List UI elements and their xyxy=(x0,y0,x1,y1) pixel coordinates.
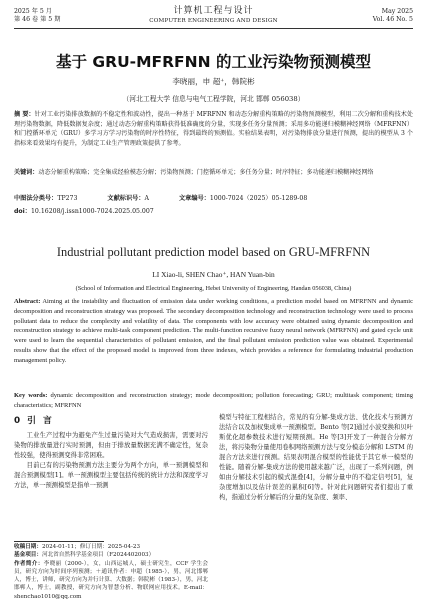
header-date-en: May 2025 xyxy=(381,8,413,15)
header-volume: 第 46 卷 第 5 期 xyxy=(14,16,61,23)
section-heading-intro: 0 引 言 xyxy=(14,416,54,426)
authors-cn: 李晓丽，申 超⁺，韩院彬 xyxy=(172,77,255,86)
abstract-label-en: Abstract: xyxy=(14,298,41,305)
keywords-label-en: Key words: xyxy=(14,392,48,399)
fund-project: 基金项目：河北省自然科学基金项目（F2024402003） xyxy=(14,552,155,559)
affiliation-cn: （河北工程大学 信息与电气工程学院，河北 邯郸 056038） xyxy=(122,95,305,103)
received-date: 收稿日期：2024-01-11；修订日期：2025-04-23 xyxy=(14,544,141,550)
doi-line xyxy=(14,206,154,215)
journal-name-en: COMPUTER ENGINEERING AND DESIGN xyxy=(149,18,278,24)
header-rule xyxy=(14,28,413,29)
body-paragraph: 模型与特征工程相结合，常见的有分解-集成方法、优化技术与预测方法结合以及加权集成单一预测模型。Bento 等[2]通过小波变换和贝叶斯优化超参数技术进行短期预测。He 等[3]开发了一种混合分解方法，将污染物分量使用卷积网络预测方法与变分模态分解和 LSTM 的混合方法来进行预测。结果表明混合模型的性能优于其它单一模型的性能。随着分解-集成方法的使用越来越广泛，出现了一系列问题，例如由分解技术引起的模式混叠[4]，分解分量中的不稳定信号[5]，复杂度增加以及估计误差的累积[6]等。针对此问题研究者们提出了重构，指通过分析分解后的分量的复杂度、频率、 xyxy=(219,414,413,501)
header-year: 2025 年 5 月 xyxy=(14,8,52,15)
abstract-label-cn: 摘 要： xyxy=(14,111,35,118)
body-column-left xyxy=(14,413,208,538)
doi-link[interactable]: 10.16208/j.issn1000-7024.2025.05.007 xyxy=(31,208,154,215)
doc-code-field: 文献标识号：A xyxy=(107,195,149,202)
affiliation-en: (School of Information and Electrical Engineering, Hebei University of Engineering, Handan 056038, China) xyxy=(75,285,352,292)
keywords-text-cn: 动态分解重构策略；完全集成经验模态分解；污染物预测；门控循环单元；多任务分量；时序特征；多功能递归模糊神经网络 xyxy=(38,169,374,176)
abstract-cn xyxy=(14,110,413,168)
body-column-right xyxy=(219,413,413,613)
keywords-label-cn: 关键词： xyxy=(14,169,39,176)
article-title-en: Industrial pollutant prediction model based on GRU-MFRFNN xyxy=(56,245,371,259)
article-id-field: 文章编号：1000-7024（2025）05-1289-08 xyxy=(178,195,308,202)
header-volume-en: Vol. 46 No. 5 xyxy=(372,16,413,23)
keywords-en xyxy=(14,391,413,412)
abstract-en xyxy=(14,297,413,391)
clc-field: 中图法分类号：TP273 xyxy=(14,195,78,202)
article-title-cn: 基于 GRU-MFRFNN 的工业污染物预测模型 xyxy=(56,53,371,71)
journal-name xyxy=(14,6,413,25)
footnote xyxy=(14,543,208,613)
abstract-text-cn: 针对工业污染排放数据的不稳定性和波动性，提出一种基于 MFRFNN 和动态分解重构策略的污染物预测模型，利用二次分解和重构技术处理污染物数据，降低数据复杂度；通过动态分解重构策略获得低准确度的分量，实现多任务分量预测；采用多功能递归模糊神经网络（MFRFNN）和门控循环单元（GRU）多学习方学习污染物的时序性特征，得到最终的预测值。实验结果表明，对污染物排放分量进行预测，提出的模型从 3 个指标来看效果均有提升，为制定工业生产管理政策提供了参考。 xyxy=(14,111,413,148)
keywords-cn xyxy=(14,168,413,188)
journal-name-cn: 计算机工程与设计 xyxy=(173,6,254,16)
doi-label: doi： xyxy=(14,208,31,215)
footnote-rule xyxy=(14,541,104,542)
body-paragraph: 工业生产过程中为避免产生过量污染对大气造成损害，需要对污染物的排放量进行实时预测，但由于排放量数据充满不确定性，复杂性较强，使得预测变得非常困难。 xyxy=(14,432,208,459)
classification-line xyxy=(14,193,335,202)
keywords-text-en: dynamic decomposition and reconstruction strategy; mode decomposition; pollution forecasting; GRU; multitask component; timing characteristics; MFRFNN xyxy=(14,392,413,409)
author-bio: 作者简介：李晓丽（2000-），女，山西运城人，硕士研究生，CCF 学生会员，研究方向为时间序列预测；＋通讯作者：申超（1985-），男，河北邯郸人，博士，讲师，研究方向为并行计算、大数据；韩院彬（1983-），男，河北邯郸人，博士，副教授，研究方向为智慧分析、物联网应用技术。E-mail：shenchao1010@qq.com xyxy=(14,560,208,600)
abstract-text-en: Aiming at the instability and fluctuation of emission data under working conditions, a prediction model based on MFRFNN and dynamic decomposition and reconstruction strategy was proposed. The secondary decomposition technology and reconstruction technology were used to process pollutant data to reduce the complexity and volatility of data. The components with low accuracy were obtained using dynamic decomposition and reconstruction strategy to achieve multi-task component prediction. The multi-function recursive fuzzy neural network (MFRFNN) and gated cycle unit were used to learn the sequential characteristics of pollutant emission, and the final pollutant emission prediction value was obtained. Experimental results show that the effect of the proposed model is improved from three indexes, which provides a reference for formulating industrial production management policy. xyxy=(14,298,413,364)
header-issue-right xyxy=(373,8,413,24)
body-paragraph: 目前已有的污染物预测方法主要分为两个方向，单一预测模型和混合预测模型[1]。单一预测模型主要包括传统的统计方法和深度学习方法，单一预测模型是指单一预测 xyxy=(14,462,208,489)
authors-en: LI Xiao-li, SHEN Chao⁺, HAN Yuan-bin xyxy=(152,270,275,279)
